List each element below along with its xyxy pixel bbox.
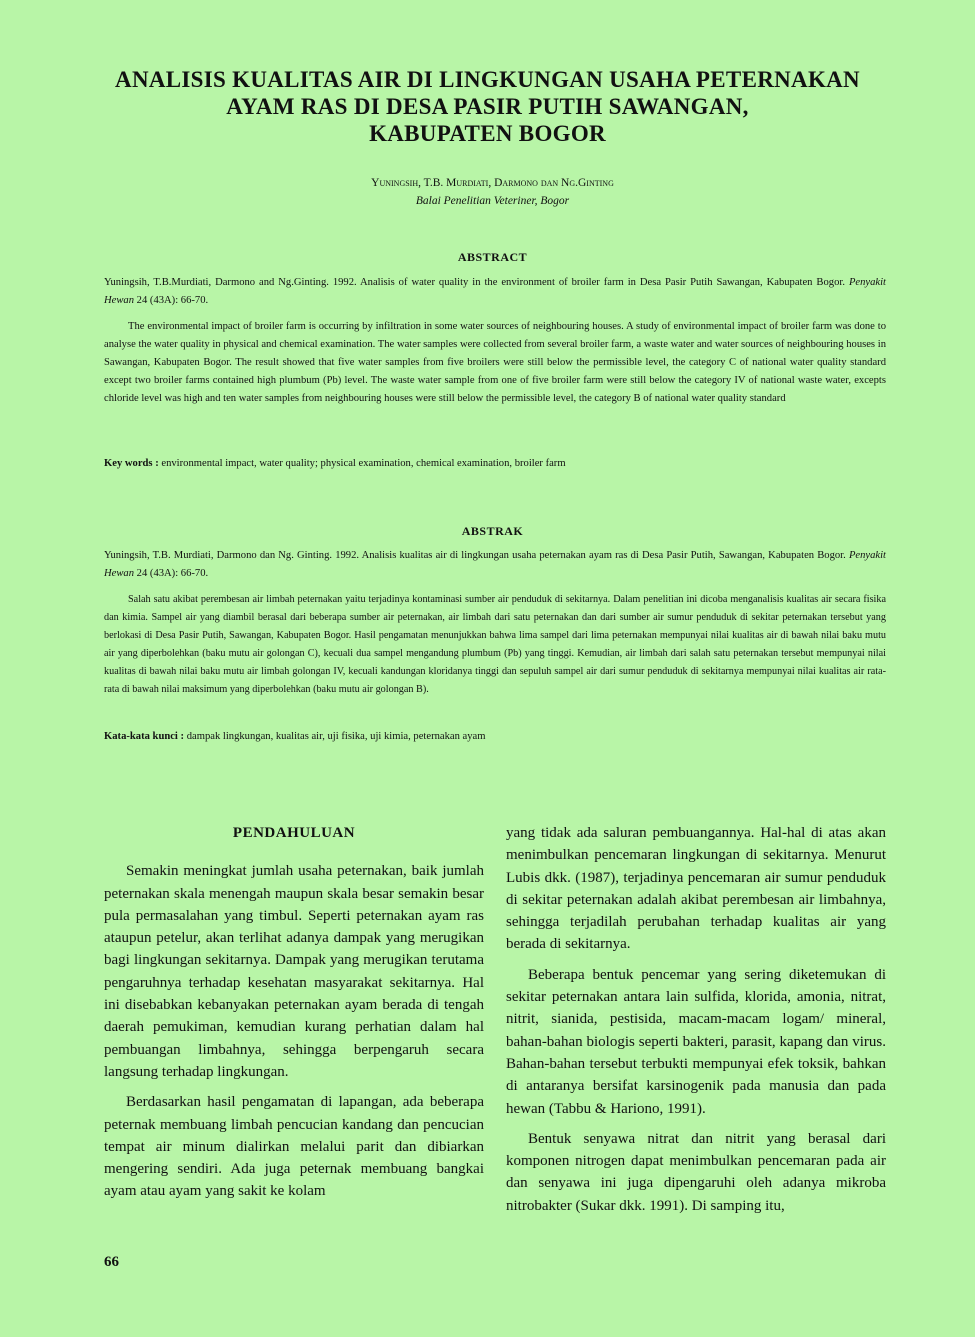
abstract-keywords bbox=[104, 455, 886, 473]
abstrak-body: Salah satu akibat perembesan air limbah peternakan yaitu terjadinya kontaminasi sumber air penduduk di sekitarnya. Dalam penelitian ini dicoba menganalisis kualitas air secara fisika dan kimia. Sampel air yang diambil berasal dari beberapa sumber air peternakan, air limbah dari satu peternakan dan dari sumber air sumur penduduk di sekitar peternakan tersebut yang berlokasi di Desa Pasir Putih, Sawangan, Kabupaten Bogor. Hasil pengamatan menunjukkan bahwa lima sampel dari lima peternakan mempunyai nilai kualitas air di bawah nilai baku mutu air yang diperbolehkan (baku mutu air golongan C), kecuali dua sampel mengandung plumbum (Pb) yang tinggi. Kemudian, air limbah dari salah satu peternakan tersebut mempunyai nilai kualitas di bawah nilai baku mutu air limbah golongan IV, kecuali kandungan kloridanya tinggi dan sepuluh sampel air dari sumur penduduk di sekitarnya mempunyai nilai kualitas air rata-rata di bawah nilai maksimum yang diperbolehkan (baku mutu air golongan B). bbox=[104, 594, 886, 695]
intro-right-paragraph-2: Beberapa bentuk pencemar yang sering diketemukan di sekitar peternakan antara lain sulfida, klorida, amonia, nitrat, nitrit, sianida, pestisida, macam-macam logam/ mineral, bahan-bahan biologis seperti bakteri, parasit, kapang dan virus. Bahan-bahan tersebut terbukti mempunyai efek toksik, bahkan di antaranya bersifat karsinogenik pada manusia dan pada hewan (Tabbu & Hariono, 1991). bbox=[506, 966, 886, 1117]
abstract-heading: ABSTRACT bbox=[457, 250, 528, 264]
abstrak-keywords bbox=[104, 728, 886, 746]
intro-right-paragraph-1: yang tidak ada saluran pembuangannya. Hal-hal di atas akan menimbulkan pencemaran lingkungan di sekitarnya. Menurut Lubis dkk. (1987), terjadinya pencemaran air sumur penduduk di sekitar peternakan adalah akibat perembesan air limbahnya, sehingga terjadilah perubahan terhadap kualitas air yang berada di sekitarnya. bbox=[506, 825, 886, 953]
kata-kunci-label: Kata-kata kunci : bbox=[104, 731, 185, 742]
keywords-label: Key words : bbox=[104, 458, 159, 469]
title-line-1: ANALISIS KUALITAS AIR DI LINGKUNGAN USAHA PETERNAKAN bbox=[115, 67, 860, 92]
intro-right-paragraph-3: Bentuk senyawa nitrat dan nitrit yang berasal dari komponen nitrogen dapat menimbulkan pencemaran pada air dan senyawa ini juga dipengaruhi oleh adanya mikroba nitrobakter (Sukar dkk. 1991). Di samping itu, bbox=[506, 1130, 886, 1214]
abstract-citation bbox=[104, 274, 886, 310]
author-affiliation: Balai Penelitian Veteriner, Bogor bbox=[415, 195, 570, 207]
kata-kunci-text: dampak lingkungan, kualitas air, uji fisika, uji kimia, peternakan ayam bbox=[186, 731, 486, 742]
abstrak-heading: ABSTRAK bbox=[461, 524, 524, 538]
right-column bbox=[506, 822, 886, 1225]
title-line-2: AYAM RAS DI DESA PASIR PUTIH SAWANGAN, bbox=[226, 94, 749, 119]
abstrak-citation-volume: 24 (43A): 66-70. bbox=[136, 568, 209, 579]
left-column bbox=[104, 822, 484, 1211]
introduction-heading: PENDAHULUAN bbox=[232, 825, 356, 841]
intro-left-paragraph-1: Semakin meningkat jumlah usaha peternakan, baik jumlah peternakan skala menengah maupun skala besar semakin besar pula permasalahan yang timbul. Seperti peternakan ayam ras ataupun petelur, akan terlihat adanya dampak yang merugikan bagi lingkungan sekitarnya. Dampak yang merugikan terutama pengaruhnya terhadap kesehatan masyarakat sekitarnya. Hal ini disebabkan kebanyakan peternakan ayam berada di tengah daerah pemukiman, kemudian kurang perhatian dalam hal pembuangan limbahnya, sehingga berpengaruh secara langsung terhadap lingkungan. bbox=[104, 863, 484, 1080]
abstrak-citation bbox=[104, 547, 886, 583]
page-number: 66 bbox=[104, 1254, 119, 1270]
title-line-3: KABUPATEN BOGOR bbox=[369, 121, 606, 146]
abstract-citation-volume: 24 (43A): 66-70. bbox=[136, 295, 209, 306]
author-list: Yuningsih, T.B. Murdiati, Darmono dan Ng.Ginting bbox=[371, 177, 614, 189]
abstract-citation-journal: Penyakit Hewan bbox=[104, 277, 886, 306]
abstrak-citation-authors: Yuningsih, T.B. Murdiati, Darmono dan Ng. Ginting. 1992. Analisis kualitas air di lingkungan usaha peternakan ayam ras di Desa Pasir Putih, Sawangan, Kabupaten Bogor. bbox=[104, 550, 846, 561]
abstrak-citation-journal: Penyakit Hewan bbox=[104, 550, 886, 579]
abstract-body: The environmental impact of broiler farm is occurring by infiltration in some water sources of neighbouring houses. A study of environmental impact of broiler farm was done to analyse the water quality in physical and chemical examination. The water samples were collected from several broiler farm, a waste water and water sources of neighbouring houses in Sawangan, Kabupaten Bogor. The result showed that five water samples from five broilers were still below the permissible level, the category C of national water quality standard except two broiler farms contained high plumbum (Pb) level. The waste water sample from one of five broiler farm were still below the category IV of national waste water, excepts chloride level was high and ten water samples from neighbouring houses were still below the permissible level, the category B of national water quality standard bbox=[104, 321, 886, 404]
keywords-text: environmental impact, water quality; physical examination, chemical examination, broiler farm bbox=[161, 458, 566, 469]
abstract-citation-authors: Yuningsih, T.B.Murdiati, Darmono and Ng.Ginting. 1992. Analisis of water quality in the environment of broiler farm in Desa Pasir Putih Sawangan, Kabupaten Bogor. bbox=[104, 277, 845, 288]
article-title bbox=[60, 66, 915, 147]
intro-left-paragraph-2: Berdasarkan hasil pengamatan di lapangan, ada beberapa peternak membuang limbah pencucian kandang dan pencucian tempat air minum dialirkan melalui parit dan dibiarkan mengering sendiri. Ada juga peternak membuang bangkai ayam atau ayam yang sakit ke kolam bbox=[104, 1094, 484, 1200]
